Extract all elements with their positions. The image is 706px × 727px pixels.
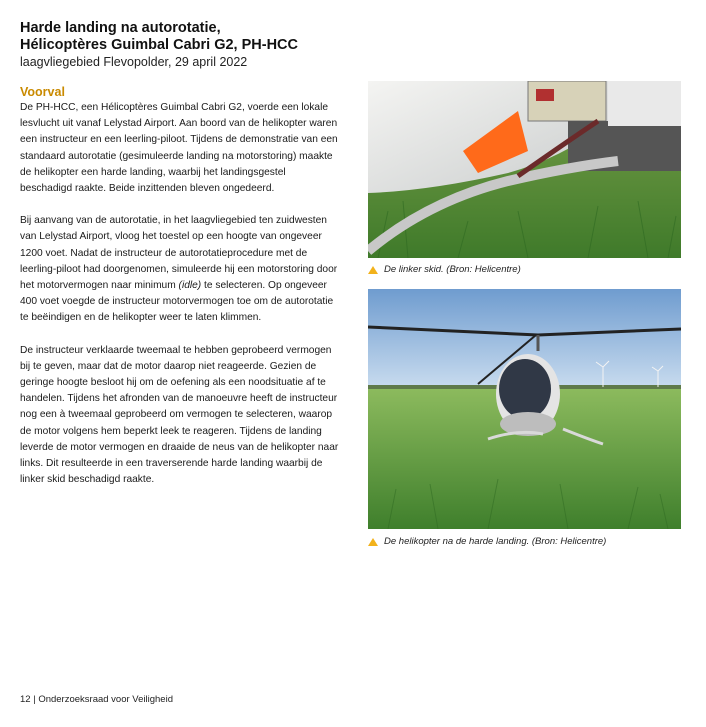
caption-marker-icon	[368, 266, 378, 274]
page-header	[20, 20, 420, 71]
title-line-1: Harde landing na autorotatie,	[20, 20, 221, 36]
figure-1-caption	[368, 264, 521, 275]
paragraph-2-part-b: te selecteren. Op ongeveer 400 voet voegde de instructeur motorvermogen toe om de autorotatie te beëindigen en de helikopter weer te laten klimmen.	[20, 280, 334, 324]
paragraph-1: De PH-HCC, een Hélicoptères Guimbal Cabri G2, voerde een lokale lesvlucht uit vanaf Lelystad Airport. Aan boord van de helikopter waren een instructeur en een leerling-piloot. Tijdens de demonstratie van een standaard autorotatie (gesimuleerde landing na motorstoring) maakte de helikopter een harde landing, waarbij het landingsgestel beschadigd raakte. Beide inzittenden bleven ongedeerd.	[20, 102, 338, 195]
figure-1-caption-text: De linker skid. (Bron: Helicentre)	[384, 264, 521, 275]
caption-marker-icon	[368, 538, 378, 546]
text-column	[20, 84, 340, 504]
subtitle: laagvliegebied Flevopolder, 29 april 2022	[20, 55, 248, 69]
section-title: Voorval	[20, 85, 65, 99]
figure-2-caption-text: De helikopter na de harde landing. (Bron: Helicentre)	[384, 536, 607, 547]
paragraph-2-part-a: Bij aanvang van de autorotatie, in het laagvliegebied ten zuidwesten van Lelystad Airport, vloog het toestel op een hoogte van ongeveer 1200 voet. Nadat de instructeur de autorotatieprocedure met de leerling-piloot had doorgenomen, simuleerde hij een motorstoring door het motorvermogen naar minimum	[20, 215, 338, 292]
page-footer: 12 | Onderzoeksraad voor Veiligheid	[20, 694, 173, 705]
title-line-2: Hélicoptères Guimbal Cabri G2, PH-HCC	[20, 37, 298, 53]
figure-2-caption	[368, 536, 606, 547]
figure-helicopter-photo	[368, 289, 681, 529]
paragraph-2	[20, 213, 340, 326]
paragraph-3: De instructeur verklaarde tweemaal te hebben geprobeerd vermogen bij te geven, maar dat de motor daarop niet reageerde. Gezien de geringe hoogte besloot hij om de oefening als een noodsituatie af te handelen. Tijdens het afronden van de manoeuvre heeft de instructeur nog een à tweemaal geprobeerd om vermogen te selecteren, waarop de motor volgens hem beperkt leek te reageren. Tijdens de landing leverde de motor vermogen en draaide de neus van de helikopter naar links. Dit resulteerde in een traverserende harde landing waarbij de linker skid beschadigd raakte.	[20, 344, 339, 486]
figure-left-skid-photo	[368, 81, 681, 258]
idle-term: (idle)	[178, 280, 202, 292]
